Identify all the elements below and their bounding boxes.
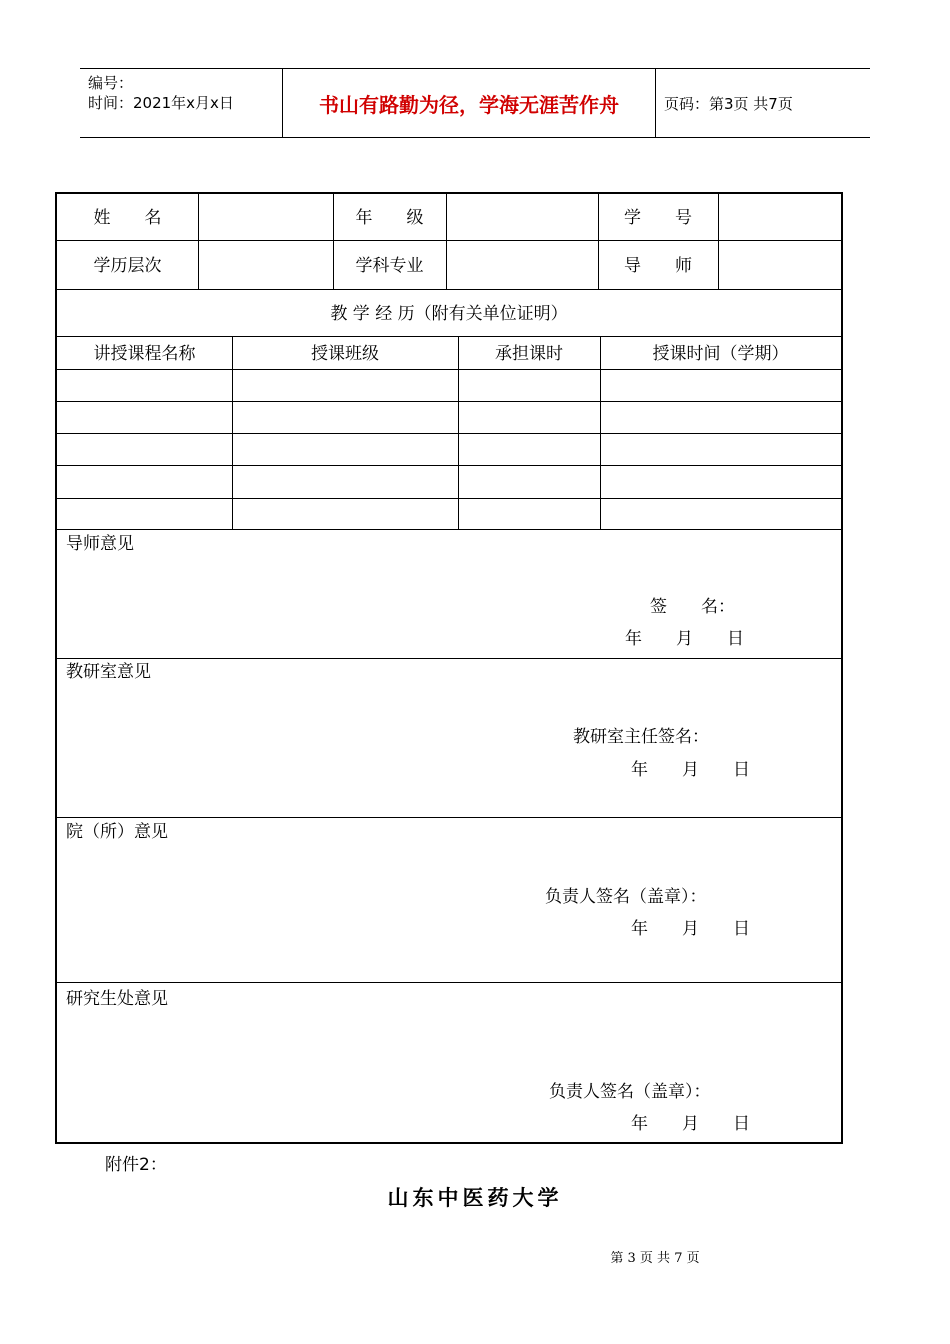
graduate-office-signature-label: 负责人签名（盖章）： xyxy=(549,1082,711,1102)
graduate-office-date-label: 年 月 日 xyxy=(631,1114,750,1134)
annex-label: 附件2： xyxy=(105,1155,167,1175)
supervisor-opinion-title: 导师意见 xyxy=(66,534,134,554)
supervisor-signature-label: 签 名： xyxy=(650,597,735,617)
column-semester: 授课时间（学期） xyxy=(652,344,789,364)
student-id-label: 学 号 xyxy=(624,208,692,228)
teaching-office-signature-label: 教研室主任签名： xyxy=(573,727,709,747)
supervisor-date-label: 年 月 日 xyxy=(625,629,744,649)
institute-date-label: 年 月 日 xyxy=(631,919,750,939)
grade-field[interactable] xyxy=(448,208,596,228)
name-field[interactable] xyxy=(200,208,331,228)
page-footer: 第 3 页 共 7 页 xyxy=(610,1251,700,1266)
institute-opinion-title: 院（所）意见 xyxy=(66,822,168,842)
column-course-name: 讲授课程名称 xyxy=(93,344,196,364)
serial-number-label: 编号： xyxy=(88,74,134,92)
header-motto: 书山有路勤为径，学海无涯苦作舟 xyxy=(282,69,656,137)
teaching-office-opinion-title: 教研室意见 xyxy=(66,662,151,682)
supervisor-label: 导 师 xyxy=(624,256,692,276)
header-meta xyxy=(80,69,282,137)
graduate-office-opinion-title: 研究生处意见 xyxy=(66,989,168,1009)
name-label: 姓 名 xyxy=(93,208,162,228)
document-header xyxy=(80,68,870,138)
application-form xyxy=(55,192,843,1144)
discipline-field[interactable] xyxy=(448,256,596,276)
header-page-info: 页码：第3页 共7页 xyxy=(664,94,793,113)
discipline-label: 学科专业 xyxy=(355,256,424,276)
education-level-field[interactable] xyxy=(200,256,331,276)
university-title: 山东中医药大学 xyxy=(387,1185,563,1210)
institute-signature-label: 负责人签名（盖章）： xyxy=(545,887,707,907)
teaching-experience-title: 教 学 经 历（附有关单位证明） xyxy=(330,304,568,324)
grade-label: 年 级 xyxy=(355,208,424,228)
column-class: 授课班级 xyxy=(311,344,379,364)
time-label: 时间：2021年x月x日 xyxy=(88,94,234,112)
education-level-label: 学历层次 xyxy=(93,256,162,276)
teaching-office-date-label: 年 月 日 xyxy=(631,760,750,780)
column-hours: 承担课时 xyxy=(495,344,563,364)
student-id-field[interactable] xyxy=(720,208,840,228)
supervisor-field[interactable] xyxy=(720,256,840,276)
